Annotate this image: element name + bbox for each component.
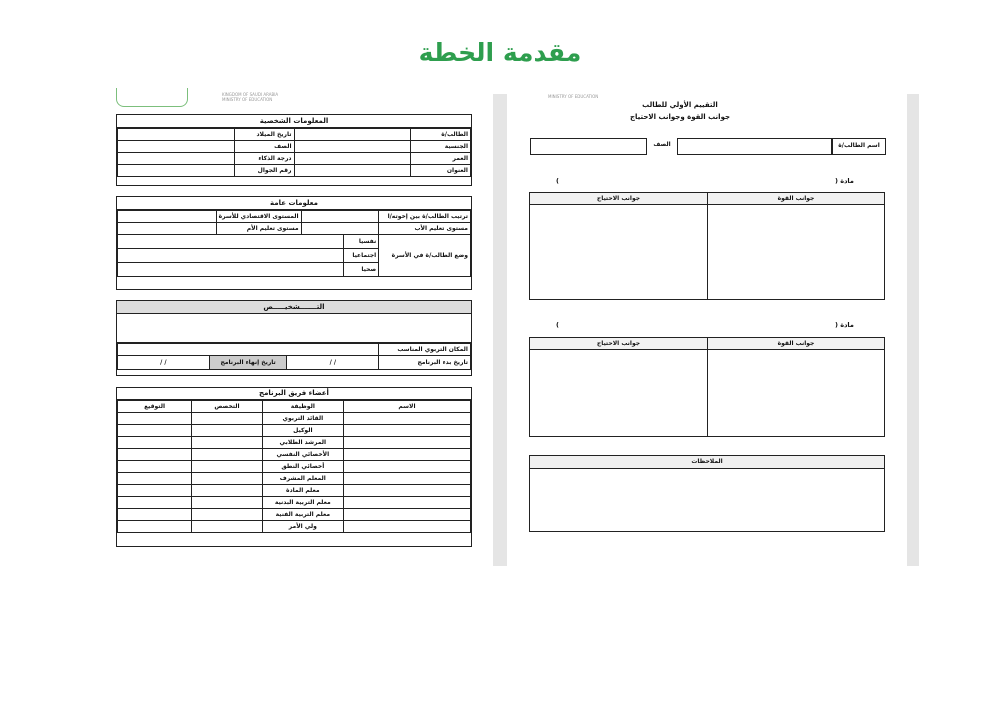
column-header: التخصص — [192, 401, 263, 413]
page-title: مقدمة الخطة — [418, 38, 582, 67]
column-header: جوانب الاحتياج — [530, 193, 707, 205]
date-field[interactable]: / / — [118, 356, 210, 370]
field-label: المستوى الاقتصادي للأسرة — [216, 211, 301, 223]
field-label: ترتيب الطالب/ة بين إخوته/ا — [379, 211, 471, 223]
column-header: جوانب القوة — [708, 193, 884, 205]
strength-column[interactable] — [707, 193, 884, 299]
field-value[interactable] — [301, 223, 379, 235]
table-row — [118, 153, 471, 165]
field-value[interactable] — [118, 223, 217, 235]
table-header-row — [118, 401, 471, 413]
student-name-field[interactable] — [677, 138, 832, 155]
field-label: الطالب/ة — [411, 129, 471, 141]
page-edge — [493, 94, 507, 566]
role-cell: معلم التربية البدنية — [262, 497, 343, 509]
column-header: جوانب الاحتياج — [530, 338, 707, 350]
notes-title: الملاحظات — [530, 456, 884, 469]
field-label: وضع الطالب/ة في الأسرة — [379, 235, 471, 277]
field-value[interactable] — [118, 165, 235, 177]
table-row — [118, 473, 471, 485]
field-label: درجة الذكاء — [234, 153, 294, 165]
section-title: أعضاء فريق البرنامج — [117, 388, 471, 400]
name-cell[interactable] — [343, 521, 470, 533]
notes-textarea[interactable] — [530, 469, 884, 529]
grade-field[interactable] — [530, 138, 647, 155]
table-row — [118, 223, 471, 235]
role-cell: معلم التربية الفنية — [262, 509, 343, 521]
specialty-cell[interactable] — [192, 437, 263, 449]
table-row — [118, 449, 471, 461]
field-label: رقم الجوال — [234, 165, 294, 177]
name-cell[interactable] — [343, 473, 470, 485]
table-row — [118, 497, 471, 509]
name-cell[interactable] — [343, 461, 470, 473]
field-label: العمر — [411, 153, 471, 165]
table-row — [118, 485, 471, 497]
strength-column[interactable] — [707, 338, 884, 436]
table-row — [118, 141, 471, 153]
signature-cell[interactable] — [118, 497, 192, 509]
signature-cell[interactable] — [118, 473, 192, 485]
signature-cell[interactable] — [118, 413, 192, 425]
student-name-label: اسم الطالب/ة — [832, 138, 886, 155]
dates-table — [117, 355, 471, 370]
name-cell[interactable] — [343, 413, 470, 425]
logo-frame — [116, 88, 188, 107]
specialty-cell[interactable] — [192, 449, 263, 461]
field-label: صحيا — [343, 263, 378, 277]
role-cell: الأخصائي النفسي — [262, 449, 343, 461]
role-cell: ولي الأمر — [262, 521, 343, 533]
field-value[interactable] — [301, 211, 379, 223]
field-value[interactable] — [118, 141, 235, 153]
role-cell: معلم المادة — [262, 485, 343, 497]
name-cell[interactable] — [343, 425, 470, 437]
signature-cell[interactable] — [118, 425, 192, 437]
specialty-cell[interactable] — [192, 485, 263, 497]
grade-label: الصف — [653, 141, 671, 148]
team-table — [117, 400, 471, 533]
specialty-cell[interactable] — [192, 473, 263, 485]
table-row — [118, 129, 471, 141]
assessment-title: التقييم الأولي للطالب — [642, 101, 718, 109]
field-value[interactable] — [118, 235, 344, 249]
field-value[interactable] — [118, 153, 235, 165]
field-value[interactable] — [118, 344, 379, 356]
table-row — [118, 165, 471, 177]
team-section — [116, 387, 472, 547]
notes-section — [529, 455, 885, 532]
subject-label: مادة ( — [835, 177, 854, 185]
signature-cell[interactable] — [118, 437, 192, 449]
general-info-table — [117, 210, 471, 235]
signature-cell[interactable] — [118, 509, 192, 521]
strength-need-table-2 — [529, 337, 885, 437]
field-label: تاريخ الميلاد — [234, 129, 294, 141]
table-row — [118, 437, 471, 449]
specialty-cell[interactable] — [192, 521, 263, 533]
family-status-table — [117, 234, 471, 277]
specialty-cell[interactable] — [192, 425, 263, 437]
field-value[interactable] — [118, 263, 344, 277]
field-label: المكان التربوي المناسب — [379, 344, 471, 356]
subject-label: مادة ( — [835, 321, 854, 329]
assessment-subtitle: جوانب القوة وجوانب الاحتياج — [629, 113, 731, 121]
specialty-cell[interactable] — [192, 413, 263, 425]
diagnosis-textarea[interactable] — [117, 314, 471, 343]
section-title: معلومات عامة — [117, 197, 471, 210]
section-title: التـــــــشخيـــــص — [117, 301, 471, 314]
table-row — [118, 509, 471, 521]
field-label: الجنسية — [411, 141, 471, 153]
personal-info-section — [116, 114, 472, 186]
name-cell[interactable] — [343, 485, 470, 497]
diagnosis-section — [116, 300, 472, 376]
ministry-header: MINISTRY OF EDUCATION — [548, 94, 599, 99]
field-label: الصف — [234, 141, 294, 153]
date-field[interactable]: / / — [287, 356, 379, 370]
column-header: جوانب القوة — [708, 338, 884, 350]
field-label: اجتماعيا — [343, 249, 378, 263]
specialty-cell[interactable] — [192, 497, 263, 509]
table-row — [118, 344, 471, 356]
field-label: مستوى تعليم الأب — [379, 223, 471, 235]
signature-cell[interactable] — [118, 485, 192, 497]
column-header: الاسم — [343, 401, 470, 413]
specialty-cell[interactable] — [192, 461, 263, 473]
field-label: مستوى تعليم الأم — [216, 223, 301, 235]
field-label: تاريخ إنهاء البرنامج — [209, 356, 287, 370]
subject-close: ) — [556, 321, 559, 329]
need-column[interactable] — [530, 193, 707, 299]
section-title: المعلومات الشخصية — [117, 115, 471, 128]
field-value[interactable] — [294, 165, 410, 177]
field-value[interactable] — [118, 211, 217, 223]
role-cell: المرشد الطلابي — [262, 437, 343, 449]
role-cell: المعلم المشرف — [262, 473, 343, 485]
field-label: تاريخ بدء البرنامج — [379, 356, 471, 370]
role-cell: الوكيل — [262, 425, 343, 437]
name-cell[interactable] — [343, 449, 470, 461]
signature-cell[interactable] — [118, 449, 192, 461]
field-value[interactable] — [118, 129, 235, 141]
field-value[interactable] — [294, 129, 410, 141]
field-value[interactable] — [294, 141, 410, 153]
subject-close: ) — [556, 177, 559, 185]
table-row — [118, 425, 471, 437]
signature-cell[interactable] — [118, 521, 192, 533]
name-cell[interactable] — [343, 437, 470, 449]
table-row — [118, 461, 471, 473]
general-info-section — [116, 196, 472, 290]
role-cell: القائد التربوي — [262, 413, 343, 425]
role-cell: أخصائي النطق — [262, 461, 343, 473]
strength-need-table-1 — [529, 192, 885, 300]
specialty-cell[interactable] — [192, 509, 263, 521]
column-header: التوقيع — [118, 401, 192, 413]
need-column[interactable] — [530, 338, 707, 436]
table-row — [118, 413, 471, 425]
personal-info-table — [117, 128, 471, 177]
column-header: الوظيفة — [262, 401, 343, 413]
table-row — [118, 356, 471, 370]
ministry-header: KINGDOM OF SAUDI ARABIA MINISTRY OF EDUCATION — [222, 92, 279, 102]
name-cell[interactable] — [343, 497, 470, 509]
table-row — [118, 235, 471, 249]
table-row — [118, 211, 471, 223]
signature-cell[interactable] — [118, 461, 192, 473]
field-value[interactable] — [118, 249, 344, 263]
field-label: العنوان — [411, 165, 471, 177]
page-edge — [907, 94, 919, 566]
table-row — [118, 521, 471, 533]
name-cell[interactable] — [343, 509, 470, 521]
field-value[interactable] — [294, 153, 410, 165]
field-label: نفسيا — [343, 235, 378, 249]
